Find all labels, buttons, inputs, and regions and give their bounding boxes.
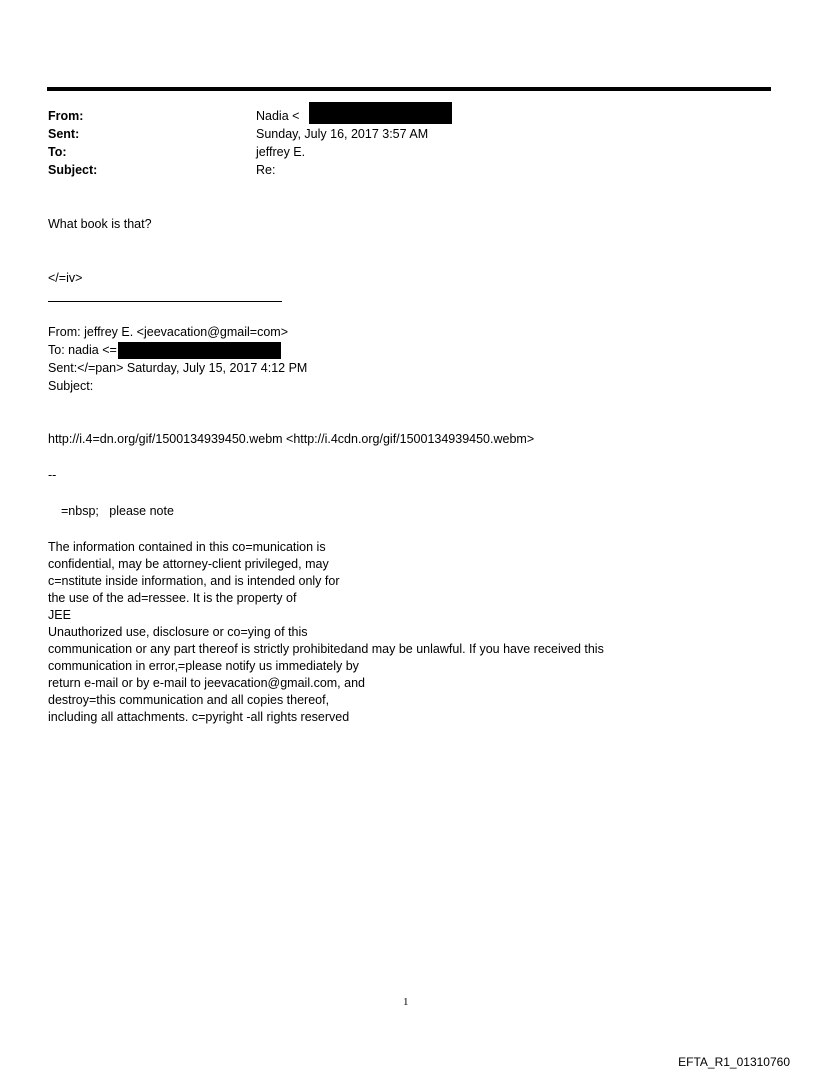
disclaimer-line: JEE xyxy=(48,608,71,622)
document-id: EFTA_R1_01310760 xyxy=(678,1055,790,1069)
quoted-subject: Subject: xyxy=(48,379,94,393)
reply-text: What book is that? xyxy=(48,217,152,231)
subject-label: Subject: xyxy=(48,163,98,177)
disclaimer-line: including all attachments. c=pyright -all rights reserved xyxy=(48,710,350,724)
header-rule xyxy=(47,87,771,91)
sent-label: Sent: xyxy=(48,127,80,141)
disclaimer-line: c=nstitute inside information, and is intended only for xyxy=(48,574,340,588)
from-value: Nadia < xyxy=(256,109,300,123)
sent-value: Sunday, July 16, 2017 3:57 AM xyxy=(256,127,429,141)
disclaimer-line: communication in error,=please notify us immediately by xyxy=(48,659,359,673)
gif-link[interactable]: http://i.4=dn.org/gif/1500134939450.webm <http://i.4cdn.org/gif/1500134939450.webm> xyxy=(48,432,535,446)
disclaimer-line: confidential, may be attorney-client privileged, may xyxy=(48,557,329,571)
subject-value: Re: xyxy=(256,163,276,177)
redaction-block xyxy=(118,342,281,359)
quote-separator xyxy=(48,301,282,302)
disclaimer-line: Unauthorized use, disclosure or co=ying of this xyxy=(48,625,308,639)
disclaimer-line: return e-mail or by e-mail to jeevacation@gmail.com, and xyxy=(48,676,365,690)
please-note: =nbsp; please note xyxy=(61,504,174,518)
redaction-block xyxy=(309,102,452,124)
quoted-sent: Sent:</=pan> Saturday, July 15, 2017 4:12 PM xyxy=(48,361,308,375)
to-value: jeffrey E. xyxy=(256,145,306,159)
disclaimer-line: The information contained in this co=munication is xyxy=(48,540,326,554)
quoted-to: To: nadia <= xyxy=(48,343,117,357)
to-label: To: xyxy=(48,145,67,159)
disclaimer-line: communication or any part thereof is strictly prohibitedand may be unlawful. If you have received this xyxy=(48,642,604,656)
disclaimer-line: destroy=this communication and all copies thereof, xyxy=(48,693,330,707)
disclaimer-line: the use of the ad=ressee. It is the property of xyxy=(48,591,297,605)
html-artifact: </=iv> xyxy=(48,271,83,285)
from-label: From: xyxy=(48,109,84,123)
quoted-from: From: jeffrey E. <jeevacation@gmail=com> xyxy=(48,325,288,339)
signature-separator: -- xyxy=(48,468,57,482)
page-number: 1 xyxy=(403,996,409,1008)
